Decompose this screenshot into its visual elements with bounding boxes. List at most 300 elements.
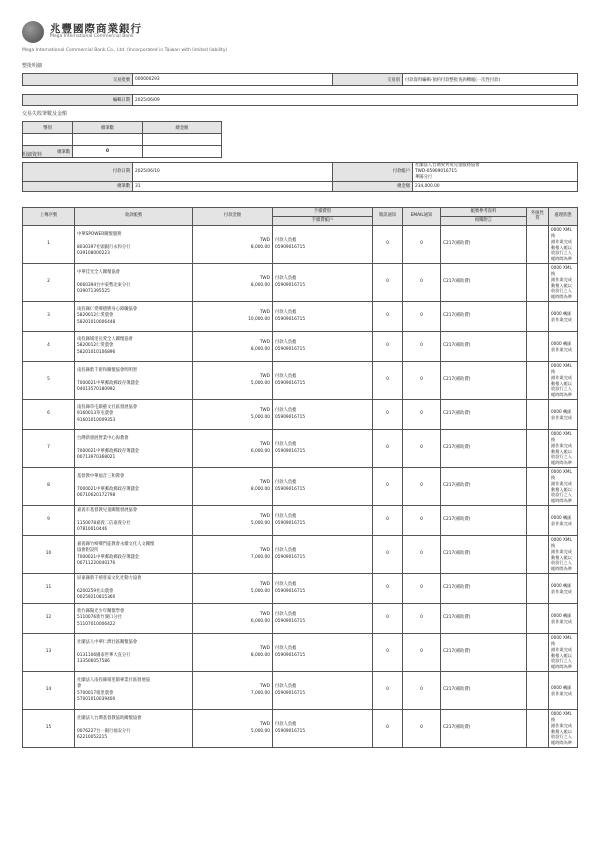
status-line: 動撥入帳以 [551,282,572,288]
trans-type-label: 交易別 [333,74,403,86]
row-ref: C217(補助費) [441,302,527,332]
status-line: 0000 XML換 [551,430,572,442]
amount-amount: 8,000.00 [250,652,270,658]
amount-currency: TWD [259,722,270,728]
status-line: 0000 轉匯 [551,612,572,618]
row-dept [527,574,549,604]
payee-line: 7000021中華郵政郵政存簿儲金 [77,486,140,492]
status-line: 動撥入帳以 [551,448,572,454]
row-fee [273,226,373,264]
row-status [549,506,578,536]
status-line: 款作業完成 [551,346,572,352]
fee-account: 05909016715 [275,244,306,250]
status-line: 收款行之入 [551,658,572,664]
pay-account-name: 社團法人台灣愛齊愛兒童服務協會 [415,163,480,168]
row-amount [193,400,273,430]
payee-line: 屏東縣新千禧客家文化社動力協會 [77,576,142,582]
row-fee [273,468,373,506]
row-amount [193,302,273,332]
status-line: 0000 轉匯 [551,684,572,690]
row-status [549,468,578,506]
row-fee [273,400,373,430]
row-dept [527,332,549,362]
row-amount [193,536,273,574]
summary-header-count: 總筆數 [73,122,143,134]
row-sms: 0 [373,468,403,506]
edit-date-table [22,94,578,106]
table-row [23,634,578,672]
row-ref: C217(補助費) [441,506,527,536]
status-line: 帳時間為準 [551,498,572,504]
row-email: 0 [403,710,441,748]
fee-account: 05909016715 [275,588,306,594]
summary-header-amount: 總金額 [143,122,222,134]
payee-line: 協會附設所 [77,548,99,554]
row-ref: C217(補助費) [441,332,527,362]
row-ref: C217(補助費) [441,362,527,400]
status-line: 錯作業完成 [551,276,572,282]
row-fee [273,430,373,468]
row-payee [75,604,193,634]
row-fee [273,672,373,710]
section-header-label: 整批明細 [22,63,43,69]
row-email: 0 [403,536,441,574]
status-line: 款作業完成 [551,618,572,624]
row-seq: 6 [23,400,75,430]
payee-line: 1150078嘉義二信嘉義分社 [77,520,131,526]
amount-amount: 7,000.00 [250,690,270,696]
payee-line: 會 [77,684,82,690]
row-amount [193,226,273,264]
row-seq: 14 [23,672,75,710]
amount-amount: 7,000.00 [250,554,270,560]
row-status [549,362,578,400]
pay-account-value [413,163,578,182]
row-status [549,302,578,332]
col-header-seq: 上傳序號 [23,208,75,226]
amount-currency: TWD [259,684,270,690]
status-line: 0000 轉匯 [551,582,572,588]
fee-type: 付款人負擔 [275,548,297,554]
fee-type: 付款人負擔 [275,442,297,448]
row-sms: 0 [373,634,403,672]
amount-currency: TWD [259,310,270,316]
status-line: 收款行之入 [551,288,572,294]
section-summary-label: 交易失敗筆數及金額 [22,111,68,117]
row-amount [193,468,273,506]
status-line: 錯作業完成 [551,480,572,486]
detail-count-value: 31 [133,182,333,192]
col-header-status: 處理狀態 [549,208,578,226]
status-line: 動撥入帳以 [551,554,572,560]
payee-line: 5700017埔里農會 [77,690,114,696]
fee-type: 付款人負擔 [275,408,297,414]
row-amount [193,506,273,536]
status-line: 錯作業完成 [551,238,572,244]
payee-line: 58201010106896 [77,349,116,355]
amount-currency: TWD [259,340,270,346]
amount-currency: TWD [259,276,270,282]
status-line: 收款行之入 [551,386,572,392]
status-line: 0000 XML換 [551,634,572,646]
row-status [549,710,578,748]
row-sms: 0 [373,604,403,634]
row-fee [273,362,373,400]
row-ref: C217(補助費) [441,226,527,264]
amount-amount: 6,000.00 [250,448,270,454]
pay-date-value: 2025/06/10 [133,163,333,182]
transfer-list-table [22,207,578,748]
row-email: 0 [403,226,441,264]
fee-account: 05909016715 [275,346,306,352]
status-line: 款作業完成 [551,414,572,420]
status-line: 0000 轉匯 [551,340,572,346]
payee-line: 00711220040176 [77,560,116,566]
row-sms: 0 [373,672,403,710]
row-amount [193,574,273,604]
batch-info-table [22,73,578,86]
row-status [549,430,578,468]
col-header-fee-group: 手續費別 [273,208,373,217]
status-line: 錯作業完成 [551,548,572,554]
row-sms: 0 [373,430,403,468]
amount-amount: 8,000.00 [250,346,270,352]
fee-account: 05909016715 [275,520,306,526]
bank-logo-icon [22,21,44,43]
payee-line: 04013570180992 [77,386,116,392]
failure-summary-table [22,121,222,158]
row-fee [273,710,373,748]
amount-amount: 5,000.00 [250,414,270,420]
status-line: 收款行之入 [551,492,572,498]
row-email: 0 [403,574,441,604]
payee-line: 7000021中華郵政郵政存簿儲金 [77,554,140,560]
table-row [23,302,578,332]
col-header-fee-account: 手續費帳戶 [273,217,373,226]
row-amount [193,430,273,468]
row-dept [527,226,549,264]
payee-line: 7000021中華郵政郵政存簿儲金 [77,448,140,454]
row-seq: 4 [23,332,75,362]
payment-detail-table [22,162,578,192]
payee-line: 6200259社山農會 [77,588,114,594]
payee-line: 0076227台一銀行福安分行 [77,728,131,734]
fee-account: 05909016715 [275,380,306,386]
amount-currency: TWD [259,442,270,448]
fee-account: 05909016715 [275,316,306,322]
payee-line: 5110076新竹湖口分社 [77,615,122,621]
row-payee [75,634,193,672]
trans-type-value: 付款資料編輯-預約付款整批查詢轉帳(一次性付款) [403,74,578,86]
row-seq: 9 [23,506,75,536]
row-seq: 11 [23,574,75,604]
row-sms: 0 [373,302,403,332]
status-line: 帳時間為準 [551,460,572,466]
batch-no-value: 000000293 [133,74,333,86]
row-ref: C217(補助費) [441,468,527,506]
row-ref: C217(補助費) [441,710,527,748]
fee-type: 付款人負擔 [275,480,297,486]
fee-account: 05909016715 [275,652,306,658]
row-email: 0 [403,468,441,506]
payee-line: 南投縣草屯鎮藝文社區發展協會 [77,405,138,411]
bank-logo [22,21,142,43]
status-line: 帳時間為準 [551,740,572,746]
status-line: 錯作業完成 [551,442,572,448]
fee-type: 付款人負擔 [275,310,297,316]
row-payee [75,362,193,400]
row-fee [273,506,373,536]
status-line: 收款行之入 [551,250,572,256]
amount-currency: TWD [259,548,270,554]
status-line: 帳時間為準 [551,256,572,262]
status-line: 0000 XML換 [551,710,572,722]
payee-line: 7000021中華郵政郵政存簿儲金 [77,380,140,386]
status-line: 帳時間為準 [551,664,572,670]
status-line: 帳時間為準 [551,566,572,572]
payee-line: 9160013草屯農會 [77,411,114,417]
payee-line: 新竹縣陽光少年關懷學會 [77,609,125,615]
row-payee [75,506,193,536]
payee-line: 嘉義市基督教兒童關懷發展協會 [77,508,138,514]
amount-currency: TWD [259,374,270,380]
row-ref: C217(補助費) [441,634,527,672]
status-line: 錯作業完成 [551,722,572,728]
row-payee [75,226,193,264]
row-email: 0 [403,634,441,672]
row-status [549,264,578,302]
row-dept [527,400,549,430]
amount-currency: TWD [259,612,270,618]
status-line: 款作業完成 [551,690,572,696]
payee-line: 00259210815360 [77,594,116,600]
payee-line: 南投縣紫千新和關懷協會明明智 [77,368,138,374]
col-header-email: EMAIL通知 [403,208,441,226]
row-sms: 0 [373,400,403,430]
summary-cell [73,134,143,146]
amount-currency: TWD [259,238,270,244]
payee-line: 嘉義縣竹崎鄉門徒教會永續文化人文關懷 [77,542,155,548]
row-payee [75,710,193,748]
payee-line: 基督教中華福音三和教會 [77,474,125,480]
row-fee [273,574,373,604]
status-line: 0000 XML換 [551,536,572,548]
detail-amount-label: 總金額 [333,182,413,192]
edit-date-value: 2025/06/09 [133,95,578,106]
table-row [23,710,578,748]
payee-line: 57001010039400 [77,696,116,702]
payee-line: 0060394台中東勢北東分行 [77,282,131,288]
row-payee [75,302,193,332]
col-header-ref-group: 帳號參考資料 [441,208,527,217]
payee-line: 00710620172798 [77,492,116,498]
pay-account-branch: 華陽分行 [415,175,433,181]
amount-amount: 5,000.00 [250,728,270,734]
row-seq: 15 [23,710,75,748]
row-amount [193,332,273,362]
table-row [23,574,578,604]
row-amount [193,672,273,710]
summary-cell [143,146,222,158]
row-fee [273,332,373,362]
payee-line: 58201010006448 [77,319,116,325]
summary-cell [23,134,73,146]
row-dept [527,604,549,634]
row-amount [193,634,273,672]
status-line: 收款行之入 [551,560,572,566]
row-status [549,574,578,604]
status-line: 動撥入帳以 [551,486,572,492]
status-line: 0000 XML換 [551,264,572,276]
row-seq: 2 [23,264,75,302]
status-line: 動撥入帳以 [551,380,572,386]
status-line: 款作業完成 [551,316,572,322]
amount-currency: TWD [259,480,270,486]
summary-cell [143,134,222,146]
amount-amount: 5,000.00 [250,520,270,526]
table-row [23,536,578,574]
payee-line: 社團法人中華仁濟社區關懷協會 [77,640,138,646]
row-dept [527,264,549,302]
row-seq: 1 [23,226,75,264]
row-sms: 0 [373,574,403,604]
payee-line: 5820012仁愛農會 [77,313,114,319]
pay-account-label: 付款帳戶 [333,163,413,182]
transfer-rows [23,226,578,748]
row-ref: C217(補助費) [441,264,527,302]
table-row [23,362,578,400]
col-header-payee: 收款帳號 [75,208,193,226]
payee-line: 台灣新發展營業中心海教會 [77,436,129,442]
payee-line: 00713970368021 [77,454,116,460]
payee-line: 社團法人南投縣埔里鎮專業社區發展協 [77,678,151,684]
row-seq: 8 [23,468,75,506]
row-email: 0 [403,672,441,710]
status-line: 0000 XML換 [551,226,572,238]
row-seq: 3 [23,302,75,332]
fee-account: 05909016715 [275,554,306,560]
row-fee [273,264,373,302]
summary-total-label: 總筆數 [23,146,73,158]
row-email: 0 [403,362,441,400]
amount-amount: 10,000.00 [248,316,270,322]
payee-line: 中華SPOWER關懷服務 [77,232,122,238]
bank-name-cn: 兆豐國際商業銀行 [50,23,142,36]
payee-line: 5820012仁愛農會 [77,343,114,349]
payee-line: 62210052215 [77,734,108,740]
fee-type: 付款人負擔 [275,582,297,588]
summary-total-value: 0 [73,146,143,158]
section-detail-label: 明細資料 [22,152,43,158]
row-payee [75,430,193,468]
summary-header-currency: 幣別 [23,122,73,134]
payee-line: 07810010446 [77,526,108,532]
detail-amount-value: 234,000.00 [413,182,578,192]
table-row [23,506,578,536]
col-header-sms: 簡訊通知 [373,208,403,226]
row-ref: C217(補助費) [441,536,527,574]
row-status [549,400,578,430]
col-header-ref-note: 相關附言 [441,217,527,226]
row-ref: C217(補助費) [441,672,527,710]
row-ref: C217(補助費) [441,400,527,430]
fee-account: 05909016715 [275,728,306,734]
status-line: 收款行之入 [551,734,572,740]
status-line: 錯作業完成 [551,646,572,652]
payee-line: 039071395525 [77,288,110,294]
row-sms: 0 [373,536,403,574]
fee-type: 付款人負擔 [275,612,297,618]
table-row [23,604,578,634]
payee-line: 中華佳光全人關懷協會 [77,270,120,276]
row-ref: C217(補助費) [441,430,527,468]
table-row [23,332,578,362]
status-line: 動撥入帳以 [551,652,572,658]
row-email: 0 [403,430,441,468]
row-email: 0 [403,332,441,362]
fee-type: 付款人負擔 [275,722,297,728]
row-dept [527,430,549,468]
row-payee [75,672,193,710]
row-amount [193,362,273,400]
detail-count-label: 總筆數 [23,182,133,192]
amount-currency: TWD [259,408,270,414]
status-line: 0000 轉匯 [551,408,572,414]
row-email: 0 [403,264,441,302]
table-row [23,400,578,430]
status-line: 0000 轉匯 [551,514,572,520]
row-dept [527,634,549,672]
edit-date-label: 編輯日期 [23,95,133,106]
row-status [549,634,578,672]
payee-line: 8030397社頭銀行永和分行 [77,244,131,250]
row-payee [75,574,193,604]
row-seq: 12 [23,604,75,634]
row-seq: 10 [23,536,75,574]
fee-account: 05909016715 [275,690,306,696]
table-row [23,468,578,506]
row-seq: 13 [23,634,75,672]
row-sms: 0 [373,332,403,362]
row-seq: 7 [23,430,75,468]
row-fee [273,634,373,672]
payee-line: 91601010009353 [77,417,116,423]
fee-type: 付款人負擔 [275,374,297,380]
row-sms: 0 [373,710,403,748]
amount-amount: 8,000.00 [250,282,270,288]
fee-type: 付款人負擔 [275,684,297,690]
payee-line: 51107010006422 [77,621,116,627]
col-header-dept: 外匯性質 [527,208,549,226]
amount-currency: TWD [259,582,270,588]
amount-amount: 8,000.00 [250,244,270,250]
row-dept [527,710,549,748]
fee-account: 05909016715 [275,414,306,420]
amount-currency: TWD [259,514,270,520]
payee-line: 039108000223 [77,250,110,256]
row-amount [193,604,273,634]
amount-amount: 6,000.00 [250,618,270,624]
row-email: 0 [403,506,441,536]
row-dept [527,536,549,574]
row-payee [75,332,193,362]
bank-name-en: Mega International Commercial Bank [50,34,134,40]
payee-line: 社團法人台灣基督教協助關懷協會 [77,716,142,722]
col-header-amount: 付款金額 [193,208,273,226]
row-status [549,536,578,574]
row-amount [193,264,273,302]
row-status [549,672,578,710]
